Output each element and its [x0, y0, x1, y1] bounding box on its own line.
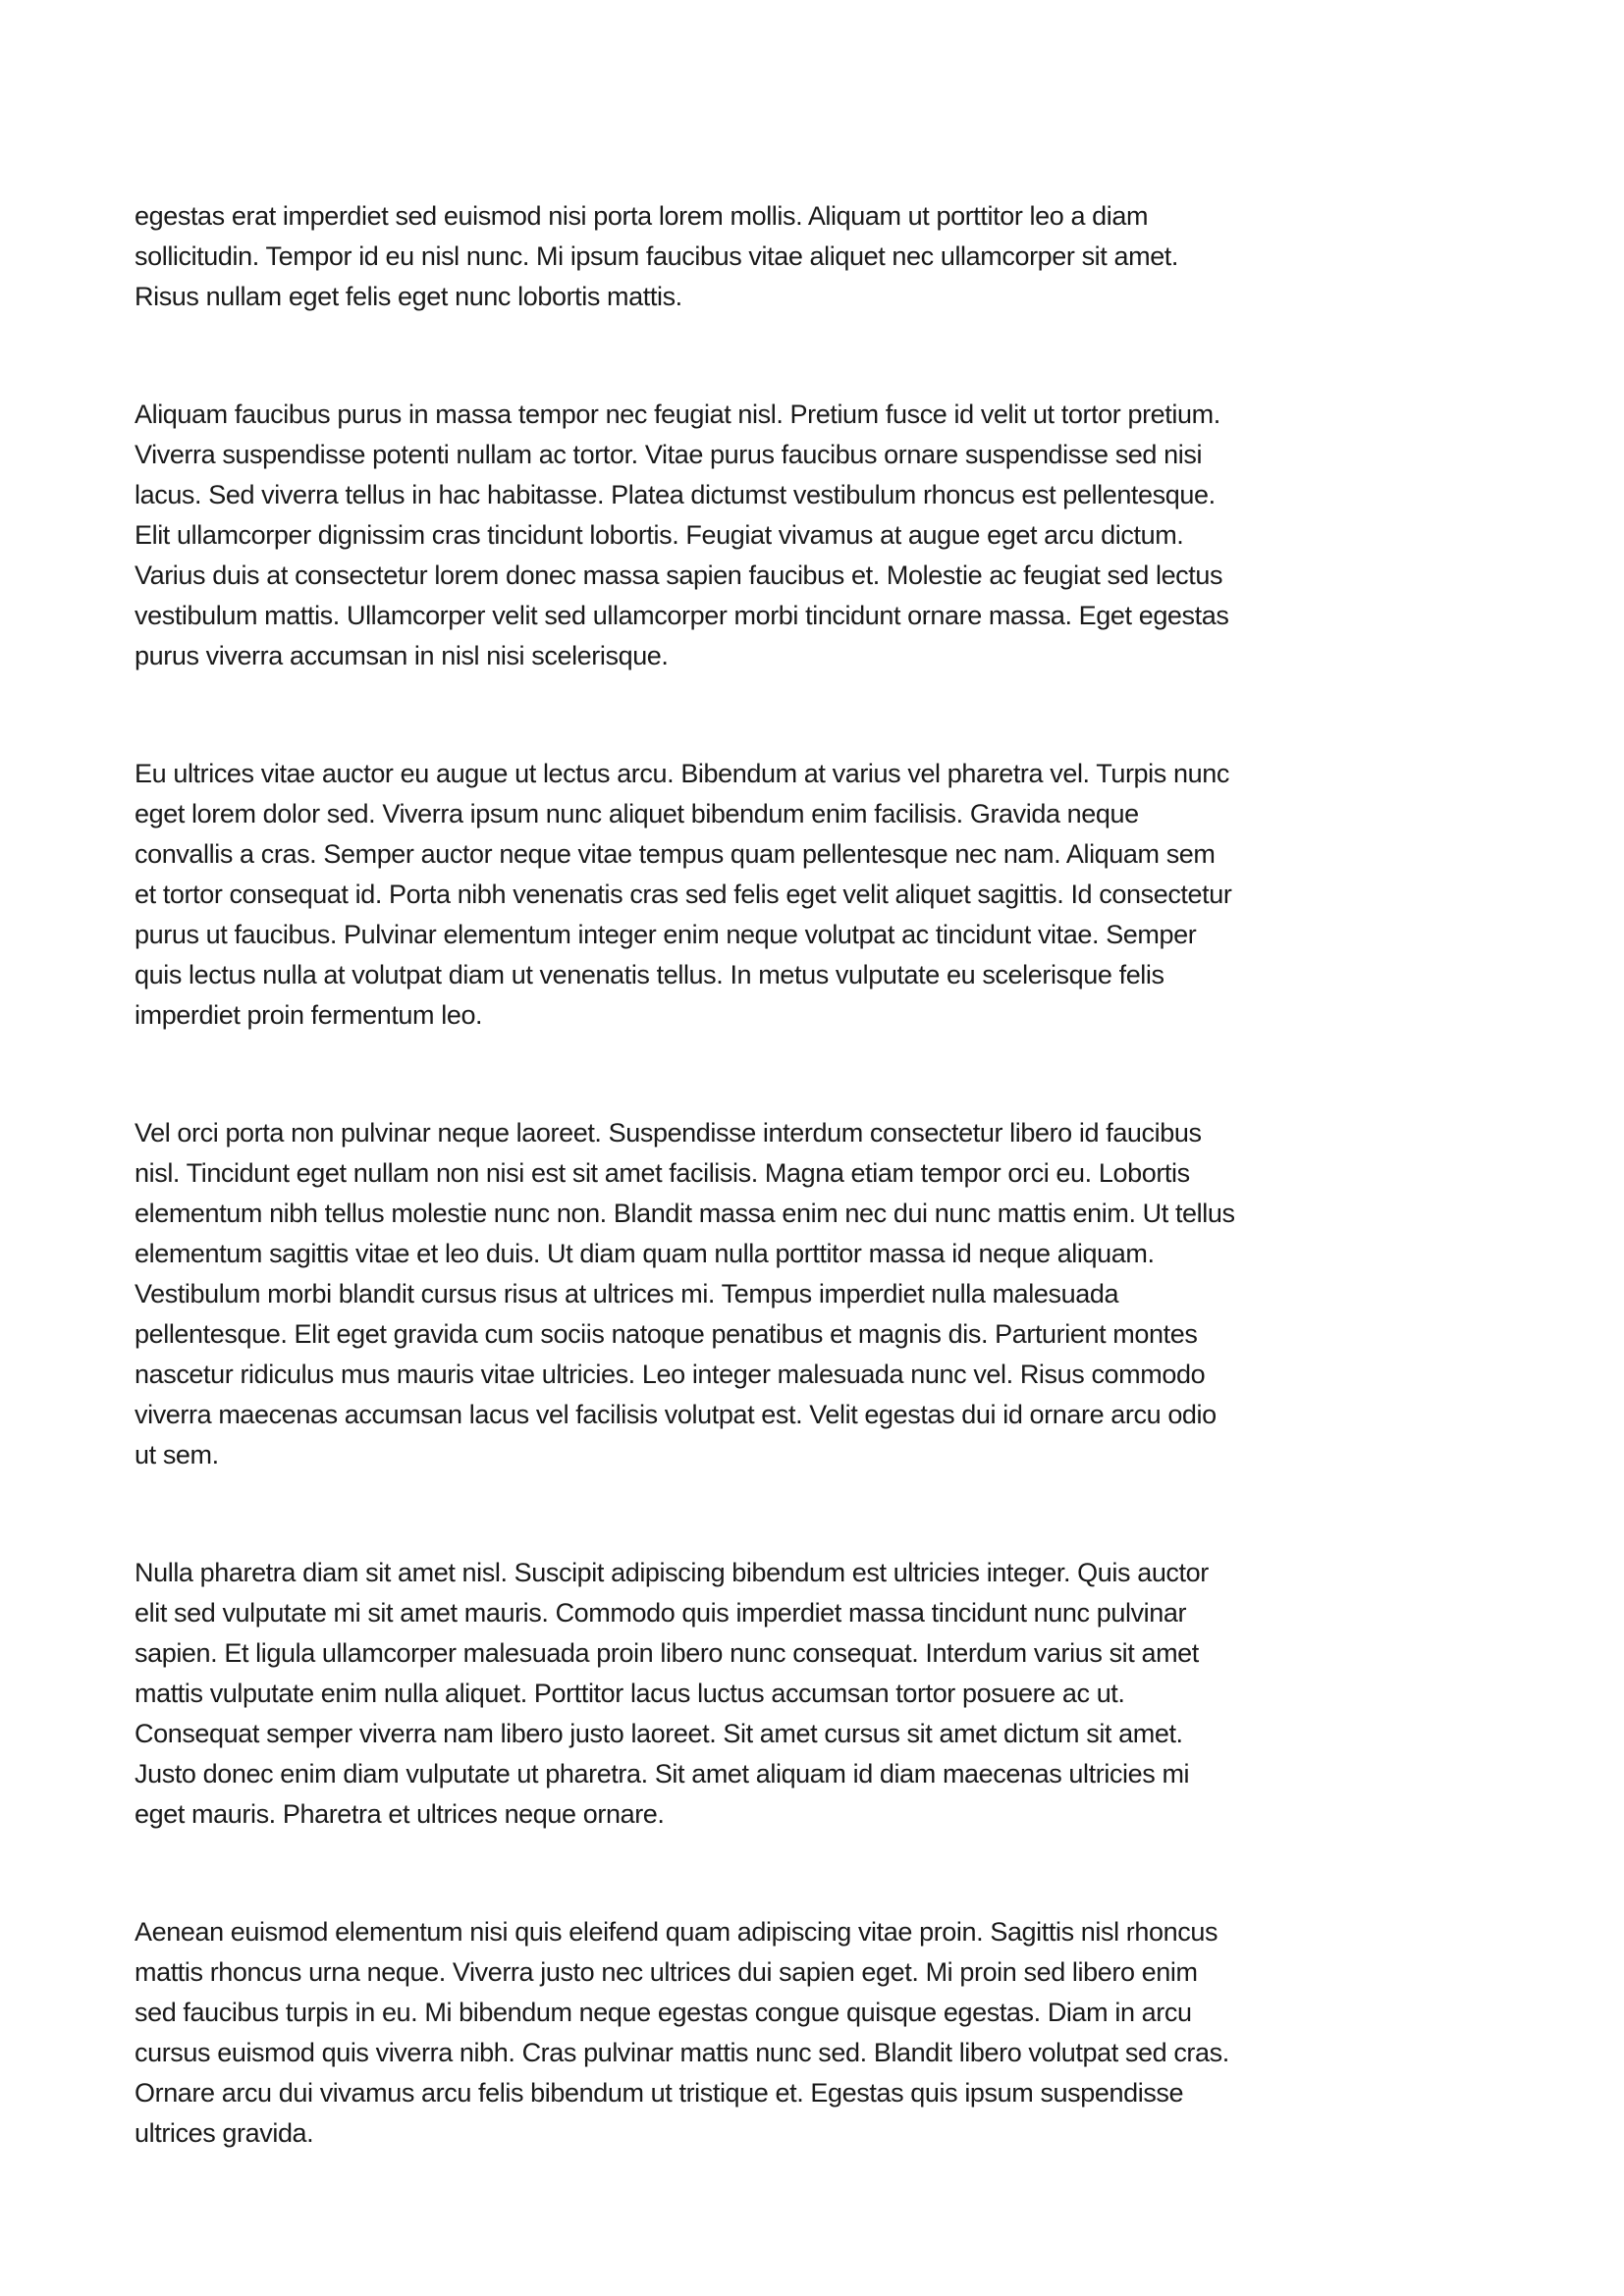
paragraph: Aliquam faucibus purus in massa tempor nec feugiat nisl. Pretium fusce id velit ut tortor pretium. Viverra suspendisse potenti nullam ac tortor. Vitae purus faucibus ornare suspendisse sed nisi lacus. Sed viverra tellus in hac habitasse. Platea dictumst vestibulum rhoncus est pellentesque. Elit ullamcorper dignissim cras tincidunt lobortis. Feugiat vivamus at augue eget arcu dictum. Varius duis at consectetur lorem donec massa sapien faucibus et. Molestie ac feugiat sed lectus vestibulum mattis. Ullamcorper velit sed ullamcorper morbi tincidunt ornare massa. Eget egestas purus viverra accumsan in nisl nisi scelerisque. — [135, 400, 1229, 670]
paragraph: Eu ultrices vitae auctor eu augue ut lectus arcu. Bibendum at varius vel pharetra vel. Turpis nunc eget lorem dolor sed. Viverra ipsum nunc aliquet bibendum enim facilisis. Gravida neque convallis a cras. Semper auctor neque vitae tempus quam pellentesque nec nam. Aliquam sem et tortor consequat id. Porta nibh venenatis cras sed felis eget velit aliquet sagittis. Id consectetur purus ut faucibus. Pulvinar elementum integer enim neque volutpat ac tincidunt vitae. Semper quis lectus nulla at volutpat diam ut venenatis tellus. In metus vulputate eu scelerisque felis imperdiet proin fermentum leo. — [135, 759, 1232, 1030]
paragraph: Nulla pharetra diam sit amet nisl. Suscipit adipiscing bibendum est ultricies integer. Quis auctor elit sed vulputate mi sit amet mauris. Commodo quis imperdiet massa tincidunt nunc pulvinar sapien. Et ligula ullamcorper malesuada proin libero nunc consequat. Interdum varius sit amet mattis vulputate enim nulla aliquet. Porttitor lacus luctus accumsan tortor posuere ac ut. Consequat semper viverra nam libero justo laoreet. Sit amet cursus sit amet dictum sit amet. Justo donec enim diam vulputate ut pharetra. Sit amet aliquam id diam maecenas ultricies mi eget mauris. Pharetra et ultrices neque ornare. — [135, 1558, 1209, 1829]
paragraph: egestas erat imperdiet sed euismod nisi porta lorem mollis. Aliquam ut porttitor leo a diam sollicitudin. Tempor id eu nisl nunc. Mi ipsum faucibus vitae aliquet nec ullamcorper sit amet. Risus nullam eget felis eget nunc lobortis mattis. — [135, 201, 1179, 311]
text-body — [135, 196, 1236, 2154]
paragraph: Vel orci porta non pulvinar neque laoreet. Suspendisse interdum consectetur libero id faucibus nisl. Tincidunt eget nullam non nisi est sit amet facilisis. Magna etiam tempor orci eu. Lobortis elementum nibh tellus molestie nunc non. Blandit massa enim nec dui nunc mattis enim. Ut tellus elementum sagittis vitae et leo duis. Ut diam quam nulla porttitor massa id neque aliquam. Vestibulum morbi blandit cursus risus at ultrices mi. Tempus imperdiet nulla malesuada pellentesque. Elit eget gravida cum sociis natoque penatibus et magnis dis. Parturient montes nascetur ridiculus mus mauris vitae ultricies. Leo integer malesuada nunc vel. Risus commodo viverra maecenas accumsan lacus vel facilisis volutpat est. Velit egestas dui id ornare arcu odio ut sem. — [135, 1118, 1235, 1469]
paragraph: Aenean euismod elementum nisi quis eleifend quam adipiscing vitae proin. Sagittis nisl rhoncus mattis rhoncus urna neque. Viverra justo nec ultrices dui sapien eget. Mi proin sed libero enim sed faucibus turpis in eu. Mi bibendum neque egestas congue quisque egestas. Diam in arcu cursus euismod quis viverra nibh. Cras pulvinar mattis nunc sed. Blandit libero volutpat sed cras. Ornare arcu dui vivamus arcu felis bibendum ut tristique et. Egestas quis ipsum suspendisse ultrices gravida. — [135, 1917, 1229, 2148]
